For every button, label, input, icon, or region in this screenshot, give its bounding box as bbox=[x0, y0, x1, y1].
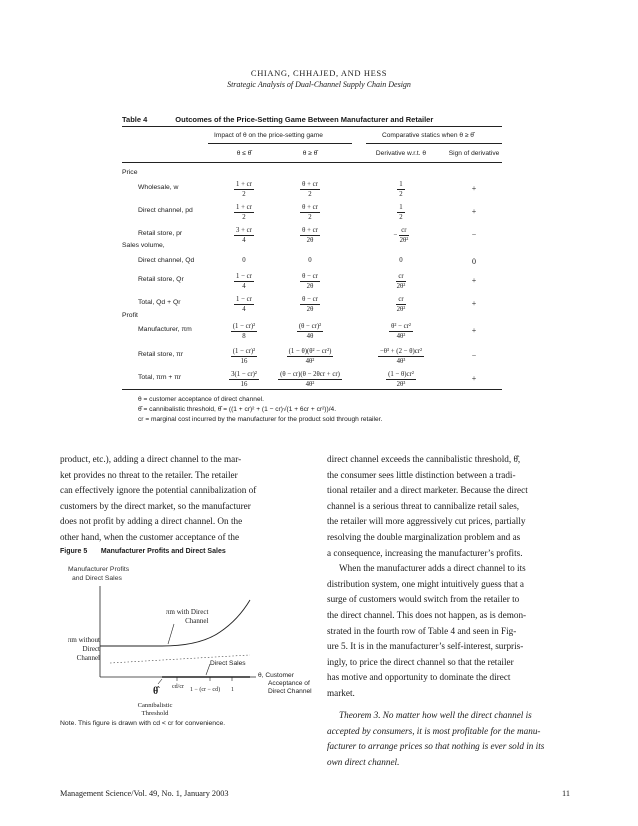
fraction-stack bbox=[397, 180, 404, 199]
running-header-subtitle: Strategic Analysis of Dual-Channel Supply Chain Design bbox=[227, 80, 411, 89]
arrow-with bbox=[168, 624, 174, 644]
table-row-label: Total, Qd + Qr bbox=[138, 299, 181, 306]
fraction-numerator: (1 − cr)² bbox=[232, 323, 256, 330]
label-with-line: Channel bbox=[185, 617, 209, 625]
x-label-line: θ, Customer bbox=[258, 672, 294, 679]
fraction-denominator: 4θ² bbox=[305, 358, 315, 365]
theorem-line: Theorem 3. No matter how well the direct channel is bbox=[339, 710, 532, 720]
right-line: When the manufacturer adds a direct channel to its bbox=[339, 563, 526, 574]
table-row-label: Direct channel, Qd bbox=[138, 257, 195, 264]
fraction-denominator: 4 bbox=[242, 237, 246, 244]
section-sales: Sales volume, bbox=[122, 242, 165, 249]
arrow-threshold bbox=[158, 679, 162, 684]
table-group-rule-right bbox=[366, 143, 502, 144]
section-price: Price bbox=[122, 169, 138, 176]
x-label-line: Direct Channel bbox=[268, 688, 312, 695]
fraction-denominator: 2θ³ bbox=[396, 381, 406, 388]
fraction-numerator: θ − cr bbox=[302, 273, 318, 280]
label-without-line: πm without bbox=[67, 636, 100, 644]
fraction-denominator: 2 bbox=[242, 191, 246, 198]
table-row-label: Total, πm + πr bbox=[138, 374, 182, 381]
fraction-numerator: 1 + cr bbox=[236, 181, 252, 188]
fraction-numerator: 1 − cr bbox=[236, 296, 252, 303]
threshold-line: Threshold bbox=[141, 710, 169, 717]
fraction-denominator: 2θ bbox=[306, 283, 314, 290]
right-line: distribution system, one might intuitively guess that a bbox=[327, 578, 525, 589]
fraction-stack bbox=[378, 347, 424, 366]
right-line: the consumer sees little distinction between a tradi- bbox=[327, 469, 516, 480]
right-line: strated in the fourth row of Table 4 and seen in Fig- bbox=[327, 625, 517, 636]
note-cr: cr = marginal cost incurred by the manufacturer for the product sold through retailer. bbox=[138, 416, 383, 423]
col-header-b: θ ≥ θ̂ bbox=[302, 150, 318, 157]
fraction-numerator: 1 + cr bbox=[236, 204, 252, 211]
col-header-c: Derivative w.r.t. θ bbox=[375, 150, 427, 157]
fraction-cell bbox=[270, 347, 350, 366]
fraction-prefix: − bbox=[393, 232, 398, 240]
left-line: product, etc.), adding a direct channel to the mar- bbox=[60, 454, 242, 464]
fraction-stack bbox=[297, 322, 323, 341]
fraction-stack bbox=[300, 272, 320, 291]
x-label-line: Acceptance of bbox=[268, 680, 310, 687]
label-with-line: πm with Direct bbox=[166, 608, 209, 616]
fraction-denominator: 4θ bbox=[306, 333, 314, 340]
fraction-stack bbox=[234, 203, 254, 222]
table-caption: Outcomes of the Price-Setting Game Between Manufacturer and Retailer bbox=[175, 115, 434, 124]
table-row-sign: + bbox=[471, 207, 477, 216]
right-line: direct channel exceeds the cannibalistic threshold, θ̂, bbox=[327, 454, 521, 464]
note-theta: θ = customer acceptance of direct channel. bbox=[138, 396, 264, 403]
fraction-denominator: 16 bbox=[240, 381, 248, 388]
fraction-denominator: 2θ bbox=[306, 306, 314, 313]
table-row-label: Retail store, pr bbox=[138, 230, 183, 237]
label-without-direct bbox=[60, 636, 100, 663]
fraction-stack bbox=[386, 370, 416, 389]
fraction-cell bbox=[270, 180, 350, 199]
threshold-line: Cannibalistic bbox=[137, 702, 173, 709]
fraction-stack bbox=[399, 226, 408, 245]
right-line: channel is a serious threat to cannibalize retail sales, bbox=[327, 500, 520, 511]
fraction-denominator: 2θ² bbox=[396, 283, 406, 290]
fraction-cell bbox=[270, 272, 350, 291]
table-row-sign: + bbox=[471, 184, 477, 193]
fraction-cell bbox=[361, 347, 441, 366]
label-threshold bbox=[130, 702, 180, 718]
fraction-denominator: 8 bbox=[242, 333, 246, 340]
fraction-numerator: 3(1 − cr)² bbox=[231, 371, 257, 378]
fraction-cell bbox=[270, 322, 350, 341]
fraction-stack bbox=[231, 347, 257, 366]
fraction-stack bbox=[287, 347, 334, 366]
fraction-stack bbox=[300, 203, 320, 222]
fraction-denominator: 2 bbox=[399, 191, 403, 198]
fraction-stack bbox=[234, 180, 254, 199]
tick-label-theta-hat: θ̂ bbox=[153, 686, 159, 697]
fraction-cell bbox=[361, 370, 441, 389]
table-label: Table 4 bbox=[122, 115, 148, 124]
fraction-denominator: 4 bbox=[242, 306, 246, 313]
fraction-stack bbox=[278, 370, 342, 389]
fraction-stack bbox=[234, 226, 254, 245]
fraction-denominator: 16 bbox=[240, 358, 248, 365]
section-profit: Profit bbox=[122, 312, 138, 319]
right-column-text bbox=[327, 452, 579, 702]
fraction-numerator: (θ − cr)² bbox=[298, 323, 322, 330]
table-notes bbox=[138, 395, 508, 425]
right-line: resolving the double marginalization problem and as bbox=[327, 531, 521, 542]
right-line: the retailer will more aggressively cut prices, partially bbox=[327, 516, 526, 527]
fraction-cell bbox=[361, 180, 441, 199]
fraction-cell bbox=[361, 272, 441, 291]
fraction-numerator: 1 bbox=[399, 204, 403, 211]
table-row-sign: − bbox=[471, 351, 477, 360]
theorem-line: own direct channel. bbox=[327, 756, 400, 767]
figure-note: Note. This figure is drawn with cd < cr for convenience. bbox=[60, 720, 226, 727]
fraction-denominator: 2 bbox=[242, 214, 246, 221]
fraction-denominator: 4θ² bbox=[396, 333, 406, 340]
fraction-denominator: 4θ² bbox=[305, 381, 315, 388]
fraction-stack bbox=[300, 295, 320, 314]
table-row-sign: + bbox=[471, 326, 477, 335]
group-header-right: Comparative statics when θ ≥ θ̂ bbox=[382, 132, 474, 139]
fraction-stack bbox=[396, 295, 405, 314]
right-line: ure 5. It is in the manufacturer’s self-interest, surpris- bbox=[327, 641, 524, 652]
fraction-numerator: (1 − cr)² bbox=[232, 348, 256, 355]
footer-journal: Management Science/Vol. 49, No. 1, January 2003 bbox=[60, 789, 229, 798]
ylabel-line: and Direct Sales bbox=[72, 575, 122, 582]
right-line: tional retailer and a direct marketer. Because the direct bbox=[327, 485, 528, 496]
fraction-denominator: 2θ² bbox=[396, 306, 406, 313]
fraction-denominator: 4 bbox=[242, 283, 246, 290]
table-header-rule bbox=[122, 162, 502, 163]
fraction-denominator: 2 bbox=[308, 191, 312, 198]
col-header-d: Sign of derivative bbox=[448, 150, 500, 157]
value-cell: 0 bbox=[242, 257, 246, 264]
fraction-cell bbox=[361, 322, 441, 341]
table-row-sign: + bbox=[471, 374, 477, 383]
label-without-line: Direct bbox=[82, 645, 100, 653]
tick-label-mid: 1 − (cr − cd) bbox=[190, 687, 221, 693]
right-line: the direct channel. This does not happen, as is demon- bbox=[327, 609, 527, 620]
right-line: market. bbox=[327, 687, 355, 698]
left-line: can effectively ignore the potential cannibalization of bbox=[60, 485, 257, 496]
fraction-cell bbox=[361, 226, 441, 245]
table-row-label: Wholesale, w bbox=[138, 184, 179, 191]
left-line: ket provides no threat to the retailer. The retailer bbox=[60, 469, 238, 480]
left-line: does not profit by adding a direct channel. On the bbox=[60, 516, 243, 527]
fraction-cell bbox=[361, 203, 441, 222]
fraction-denominator: 2 bbox=[308, 214, 312, 221]
label-with-direct bbox=[166, 608, 208, 626]
fraction-numerator: 3 + cr bbox=[236, 227, 252, 234]
fraction-stack bbox=[234, 272, 254, 291]
fraction-stack bbox=[389, 322, 413, 341]
table-bottom-rule bbox=[122, 389, 502, 390]
fraction-numerator: 1 − cr bbox=[236, 273, 252, 280]
fraction-numerator: (θ − cr)(θ − 2θcr + cr) bbox=[280, 371, 340, 378]
fraction-cell bbox=[270, 203, 350, 222]
right-line: surge of customers would switch from the retailer to bbox=[327, 594, 520, 605]
value-cell: 0 bbox=[399, 257, 403, 264]
x-axis-label bbox=[258, 672, 312, 696]
fraction-numerator: 1 bbox=[399, 181, 403, 188]
fraction-stack bbox=[300, 226, 320, 245]
theorem-line: accepted by consumers, it is most profitable for the manu- bbox=[327, 725, 541, 736]
table-row-sign: 0 bbox=[472, 257, 476, 266]
left-line: customers by the direct market, so the manufacturer bbox=[60, 500, 251, 511]
fraction-numerator: cr bbox=[398, 273, 404, 280]
footer-page-number: 11 bbox=[562, 789, 570, 798]
fraction-stack bbox=[231, 322, 257, 341]
left-column-text bbox=[60, 452, 310, 546]
table-row-label: Retail store, Qr bbox=[138, 276, 184, 283]
group-header-left: Impact of θ on the price-setting game bbox=[214, 132, 323, 139]
col-header-a: θ ≤ θ̂ bbox=[236, 150, 252, 157]
ylabel-line: Manufacturer Profits bbox=[68, 566, 130, 573]
figure-label: Figure 5 bbox=[60, 548, 88, 555]
table-row-label: Manufacturer, πm bbox=[138, 326, 192, 333]
note-threshold: θ̂ = cannibalistic threshold, θ̂ = ((1 + cr)² + (1 − cr)√(1 + 6cr + cr²))/4. bbox=[138, 406, 337, 413]
fraction-numerator: θ² − cr² bbox=[391, 323, 411, 330]
fraction-denominator: 2θ bbox=[306, 237, 314, 244]
table-row-sign: − bbox=[471, 230, 477, 239]
fraction-numerator: (1 − θ)cr² bbox=[388, 371, 414, 378]
fraction-stack bbox=[229, 370, 259, 389]
right-line: ingly, to price the direct channel so that the retailer bbox=[327, 656, 514, 667]
label-direct-sales: Direct Sales bbox=[210, 660, 246, 667]
fraction-stack bbox=[234, 295, 254, 314]
value-cell: 0 bbox=[308, 257, 312, 264]
fraction-numerator: θ + cr bbox=[302, 181, 318, 188]
table-row-label: Retail store, πr bbox=[138, 351, 184, 358]
tick-label-cd-cr: cd/cr bbox=[172, 684, 184, 690]
fraction-numerator: −θ³ + (2 − θ)cr² bbox=[379, 348, 423, 355]
label-without-line: Channel bbox=[76, 654, 100, 662]
table-top-rule bbox=[122, 126, 502, 127]
fraction-stack bbox=[300, 180, 320, 199]
fraction-numerator: cr bbox=[401, 227, 407, 234]
table-row-label: Direct channel, pd bbox=[138, 207, 193, 214]
fraction-cell bbox=[361, 295, 441, 314]
tick-label-one: 1 bbox=[231, 687, 234, 693]
fraction-numerator: θ + cr bbox=[302, 227, 318, 234]
running-header-authors: CHIANG, CHHAJED, AND HESS bbox=[250, 68, 388, 78]
fraction-denominator: 2 bbox=[399, 214, 403, 221]
fraction-denominator: 4θ³ bbox=[396, 358, 406, 365]
theorem-line: facturer to arrange prices so that nothing is ever sold in its bbox=[327, 741, 545, 752]
left-line: other hand, when the customer acceptance of the bbox=[60, 531, 240, 542]
fraction-denominator: 2θ² bbox=[399, 237, 409, 244]
fraction-stack bbox=[397, 203, 404, 222]
fraction-cell bbox=[270, 370, 350, 389]
table-row-sign: + bbox=[471, 299, 477, 308]
figure-title bbox=[60, 548, 226, 555]
fraction-cell bbox=[270, 226, 350, 245]
fraction-cell bbox=[270, 295, 350, 314]
fraction-numerator: cr bbox=[398, 296, 404, 303]
fraction-numerator: θ + cr bbox=[302, 204, 318, 211]
fraction-numerator: θ − cr bbox=[302, 296, 318, 303]
theorem-3 bbox=[327, 708, 579, 770]
fraction-stack bbox=[396, 272, 405, 291]
figure-caption: Manufacturer Profits and Direct Sales bbox=[100, 548, 226, 555]
table-title bbox=[122, 115, 461, 124]
right-line: a consequence, increasing the manufacturer’s profits. bbox=[327, 547, 523, 558]
table-row-sign: + bbox=[471, 276, 477, 285]
table-group-rule-left bbox=[208, 143, 352, 144]
right-line: has motive and opportunity to dominate the direct bbox=[327, 672, 511, 683]
fraction-numerator: (1 − θ)(θ² − cr²) bbox=[288, 348, 332, 355]
